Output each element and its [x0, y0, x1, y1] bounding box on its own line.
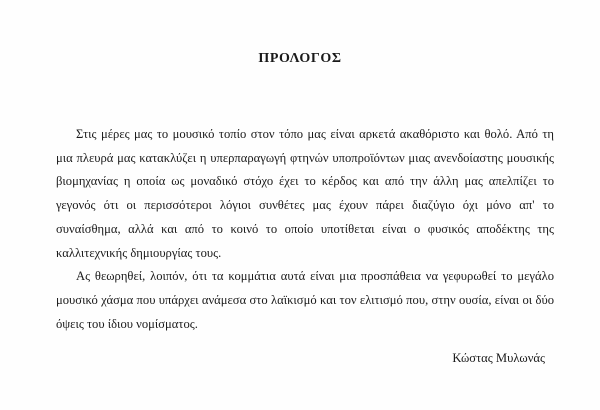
- author-signature: Κώστας Μυλωνάς: [452, 351, 545, 365]
- paragraph-1: Στις μέρες μας το μουσικό τοπίο στον τόπο μας είναι αρκετά ακαθόριστο και θολό. Από τη μια πλευρά μας κατακλύζει η υπερπαραγωγή φτηνών υποπροϊόντων μιας ανενδοίαστης μουσικής βιομηχανίας η οποία ως μοναδικό στόχο έχει το κέρδος και από την άλλη μας απελπίζει το γεγονός ότι οι περισσότεροι λόγιοι συνθέτες μας έχουν πάρει διαζύγιο όχι μόνο απ' το συναίσθημα, αλλά και από το κοινό το οποίο υποτίθεται είναι ο φυσικός αποδέκτης της καλλιτεχνικής δημιουργίας τους.: [56, 127, 554, 260]
- paragraph-2: Ας θεωρηθεί, λοιπόν, ότι τα κομμάτια αυτά είναι μια προσπάθεια να γεφυρωθεί το μεγάλο μουσικό χάσμα που υπάρχει ανάμεσα στο λαϊκισμό και τον ελιτισμό που, στην ουσία, είναι οι δύο όψεις του ίδιου νομίσματος.: [56, 269, 554, 331]
- document-body: [56, 123, 554, 336]
- page-title: ΠΡΟΛΟΓΟΣ: [258, 51, 342, 66]
